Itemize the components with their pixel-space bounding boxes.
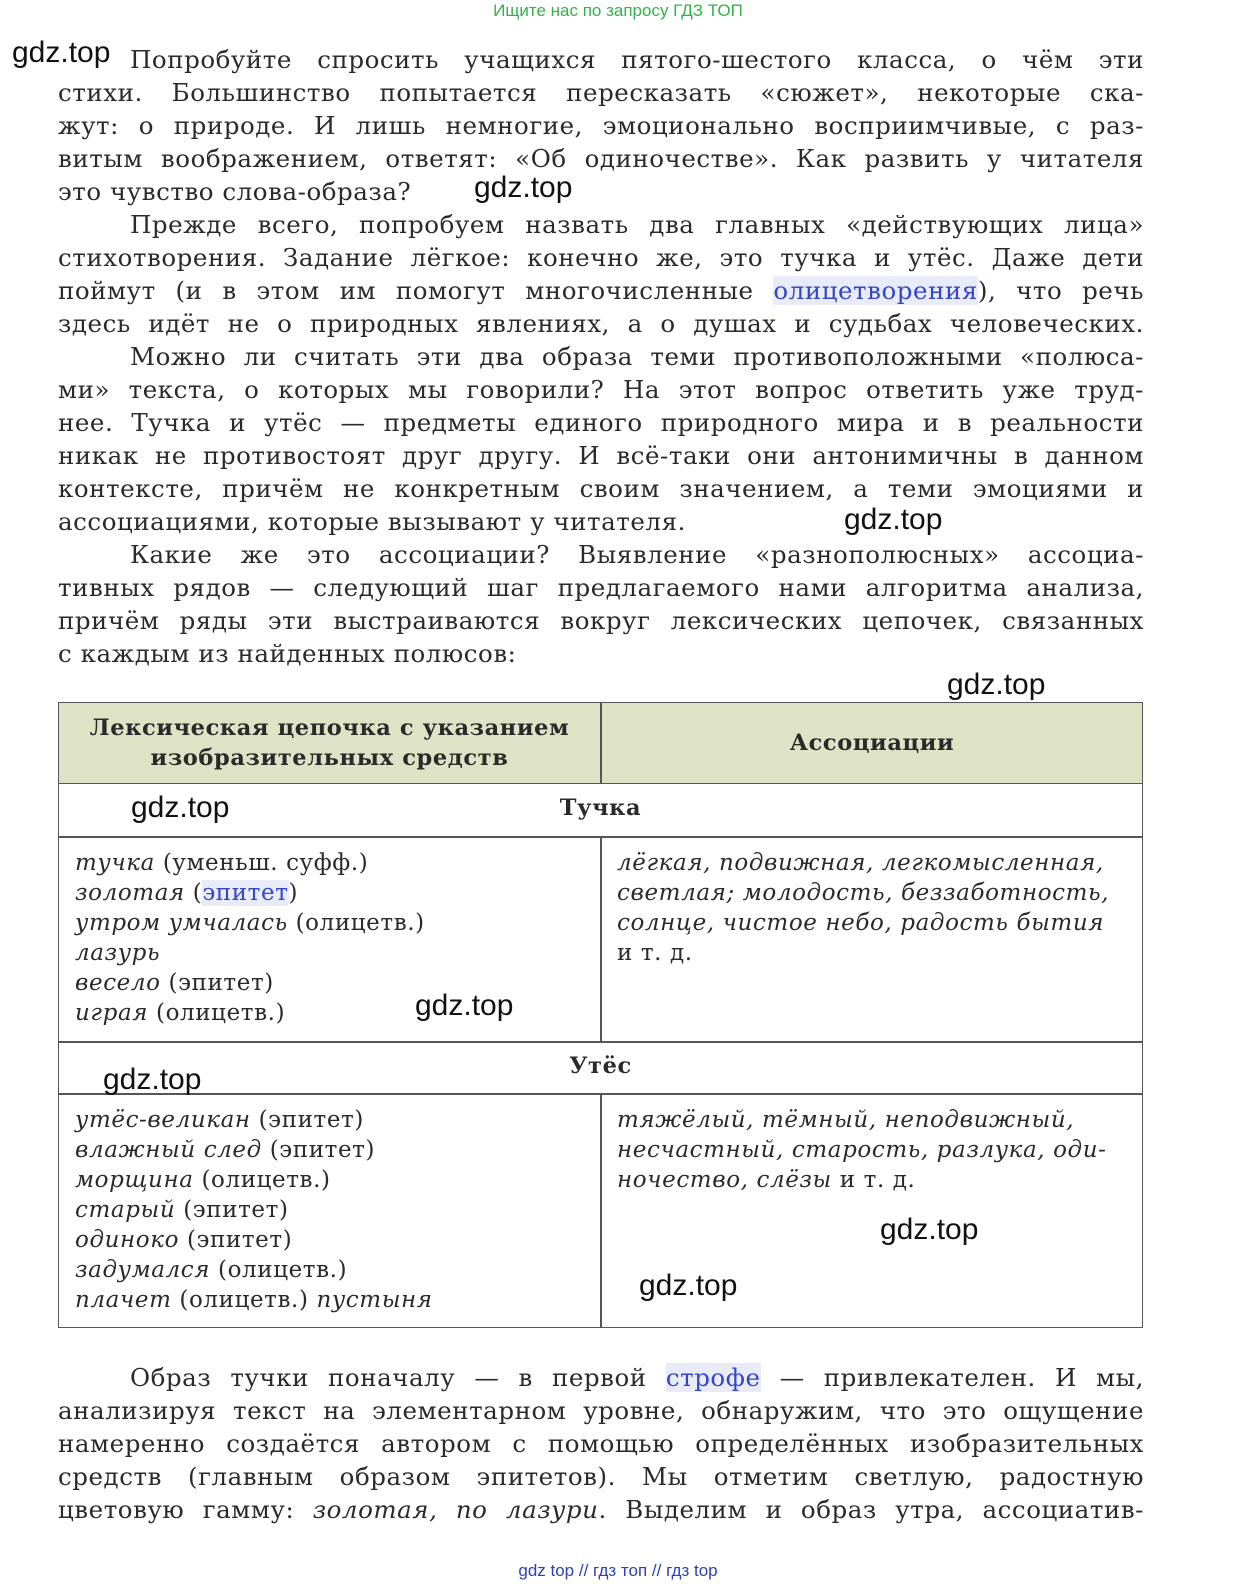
personification-link[interactable]: олицетворения — [773, 276, 978, 305]
association-text: несчастный, старость, разлука, оди- — [617, 1137, 1107, 1163]
lexical-word: одиноко — [75, 1227, 180, 1253]
text-line: анализируя текст на элементарном уровне, обнаружим, что это ощущение — [58, 1396, 1144, 1425]
tuchka-lexical-cell — [75, 848, 425, 1028]
association-text: солнце, чистое небо, радость бытия — [617, 910, 1105, 936]
association-text: светлая; молодость, беззаботность, — [617, 880, 1110, 906]
text-line: витым воображением, ответят: «Об одиночестве». Как развить у читателя — [58, 144, 1144, 173]
device-note: (эпитет) — [160, 970, 274, 996]
association-line — [617, 938, 1109, 968]
text-fragment: ), что речь — [977, 276, 1144, 305]
footer-link[interactable]: gdz top — [518, 1561, 575, 1580]
device-note: ) — [288, 880, 299, 906]
lexical-word: пустыня — [316, 1287, 433, 1313]
watermark: gdz.top — [880, 1213, 979, 1246]
device-note: (олицетв.) — [193, 1167, 331, 1193]
device-note: (эпитет) — [175, 1197, 289, 1223]
watermark: gdz.top — [12, 36, 111, 69]
device-note: (эпитет) — [250, 1107, 364, 1133]
lexical-item — [75, 1195, 433, 1225]
association-text: ночество, слёзы — [617, 1167, 832, 1193]
text-line: намеренно создаётся автором с помощью определённых изобразительных — [58, 1429, 1144, 1458]
text-line: Прежде всего, попробуем назвать два главных «действующих лица» — [130, 210, 1144, 239]
tuchka-associations-cell — [617, 848, 1109, 968]
association-line — [617, 878, 1109, 908]
header-text: Лексическая цепочка с указанием — [89, 715, 570, 741]
lexical-word: старый — [75, 1197, 176, 1223]
footer-separator: // — [578, 1561, 589, 1580]
device-note: ( — [184, 880, 203, 906]
lexical-word: задумался — [75, 1257, 211, 1283]
footer-links — [0, 1561, 1236, 1581]
watermark: gdz.top — [947, 668, 1046, 701]
device-note: (олицетв.) — [171, 1287, 317, 1313]
lexical-item — [75, 998, 425, 1028]
lexical-item — [75, 1135, 433, 1165]
column-divider — [600, 703, 602, 783]
watermark: gdz.top — [844, 503, 943, 536]
text-line — [58, 274, 1144, 307]
lexical-item — [75, 878, 425, 908]
watermark: gdz.top — [131, 791, 230, 824]
watermark: gdz.top — [639, 1269, 738, 1302]
lexical-word: влажный след — [75, 1137, 262, 1163]
device-note: (уменьш. суфф.) — [154, 850, 369, 876]
watermark: gdz.top — [415, 989, 514, 1022]
paragraph-4 — [58, 538, 1144, 670]
header-associations: Ассоциации — [789, 730, 955, 756]
section-title-utyos: Утёс — [569, 1053, 632, 1079]
text-line: контексте, причём не конкретным своим значением, а теми эмоциями и — [58, 474, 1144, 503]
utyos-lexical-cell — [75, 1105, 433, 1315]
lexical-word: плачет — [75, 1287, 172, 1313]
text-line: средств (главным образом эпитетов). Мы отметим светлую, радостную — [58, 1462, 1144, 1491]
footer-link[interactable]: гдз top — [666, 1561, 718, 1580]
association-line — [617, 848, 1109, 878]
top-banner[interactable]: Ищите нас по запросу ГДЗ ТОП — [493, 1, 743, 20]
text-line: никак не противостоят друг другу. И всё-таки они антонимичны в данном — [58, 441, 1144, 470]
text-line: Попробуйте спросить учащихся пятого-шестого класса, о чём эти — [130, 45, 1144, 74]
row-divider — [59, 1041, 1142, 1043]
text-fragment: золотая, по лазури — [312, 1495, 599, 1524]
lexical-word: золотая — [75, 880, 185, 906]
paragraph-5 — [58, 1361, 1144, 1526]
text-line — [58, 1361, 1144, 1394]
association-text: и т. д. — [617, 940, 693, 966]
watermark: gdz.top — [474, 171, 573, 204]
lexical-word: морщина — [75, 1167, 194, 1193]
text-line: ми» текста, о которых мы говорили? На этот вопрос ответить уже труд- — [58, 375, 1144, 404]
lexical-word: тучка — [75, 850, 155, 876]
lexical-item — [75, 1165, 433, 1195]
stanza-link[interactable]: строфе — [665, 1363, 761, 1392]
text-line — [58, 1493, 1144, 1526]
lexical-item — [75, 848, 425, 878]
device-note: (олицетв.) — [210, 1257, 348, 1283]
lexical-word: играя — [75, 1000, 149, 1026]
footer-link[interactable]: гдз топ — [593, 1561, 648, 1580]
text-line: Какие же это ассоциации? Выявление «разнополюсных» ассоциа- — [130, 540, 1144, 569]
text-line: здесь идёт не о природных явлениях, а о душах и судьбах человеческих. — [58, 309, 1144, 338]
lexical-item — [75, 908, 425, 938]
text-line: стихи. Большинство попытается пересказать «сюжет», некоторые ска- — [58, 78, 1144, 107]
lexical-item — [75, 1225, 433, 1255]
text-line: жут: о природе. И лишь немногие, эмоционально восприимчивые, с раз- — [58, 111, 1144, 140]
watermark: gdz.top — [103, 1063, 202, 1096]
association-text: и т. д. — [831, 1167, 916, 1193]
text-line: ассоциациями, которые вызывают у читателя. — [58, 507, 686, 536]
section-title-tuchka: Тучка — [559, 795, 642, 821]
utyos-associations-cell — [617, 1105, 1107, 1195]
epithet-link[interactable]: эпитет — [202, 880, 289, 906]
paragraph-2 — [58, 208, 1144, 340]
text-fragment: поймут (и в этом им помогут многочисленные — [58, 276, 774, 305]
device-note: (олицетв.) — [148, 1000, 286, 1026]
association-line — [617, 1165, 1107, 1195]
text-fragment: Образ тучки поначалу — в первой — [130, 1363, 666, 1392]
association-text: лёгкая, подвижная, легкомысленная, — [617, 850, 1104, 876]
text-line: с каждым из найденных полюсов: — [58, 639, 517, 668]
device-note: (эпитет) — [179, 1227, 293, 1253]
text-fragment: . Выделим и образ утра, ассоциатив- — [598, 1495, 1144, 1524]
association-line — [617, 1105, 1107, 1135]
device-note: (олицетв.) — [287, 910, 425, 936]
header-lexical-chain — [59, 703, 600, 783]
text-line: Можно ли считать эти два образа теми противоположными «полюса- — [130, 342, 1144, 371]
lexical-word: утёс-великан — [75, 1107, 251, 1133]
footer-separator: // — [651, 1561, 662, 1580]
text-line: причём ряды эти выстраиваются вокруг лексических цепочек, связанных — [58, 606, 1144, 635]
column-divider — [600, 837, 602, 1041]
lexical-item — [75, 1105, 433, 1135]
text-line: нее. Тучка и утёс — предметы единого природного мира и в реальности — [58, 408, 1144, 437]
lexical-word: лазурь — [75, 940, 161, 966]
text-fragment: цветовую гамму: — [58, 1495, 313, 1524]
paragraph-3 — [58, 340, 1144, 538]
column-divider — [600, 1094, 602, 1327]
lexical-word: утром умчалась — [75, 910, 288, 936]
association-line — [617, 1135, 1107, 1165]
paragraph-1 — [58, 43, 1144, 208]
association-line — [617, 908, 1109, 938]
association-text: тяжёлый, тёмный, неподвижный, — [617, 1107, 1075, 1133]
lexical-item — [75, 938, 425, 968]
text-fragment: — привлекателен. И мы, — [760, 1363, 1144, 1392]
lexical-item — [75, 968, 425, 998]
lexical-item — [75, 1255, 433, 1285]
text-line: стихотворения. Задание лёгкое: конечно же, это тучка и утёс. Даже дети — [58, 243, 1144, 272]
text-line: тивных рядов — следующий шаг предлагаемого нами алгоритма анализа, — [58, 573, 1144, 602]
lexical-item — [75, 1285, 433, 1315]
lexical-word: весело — [75, 970, 161, 996]
header-text: изобразительных средств — [150, 745, 509, 771]
device-note: (эпитет) — [261, 1137, 376, 1163]
text-line: это чувство слова-образа? — [58, 177, 412, 206]
